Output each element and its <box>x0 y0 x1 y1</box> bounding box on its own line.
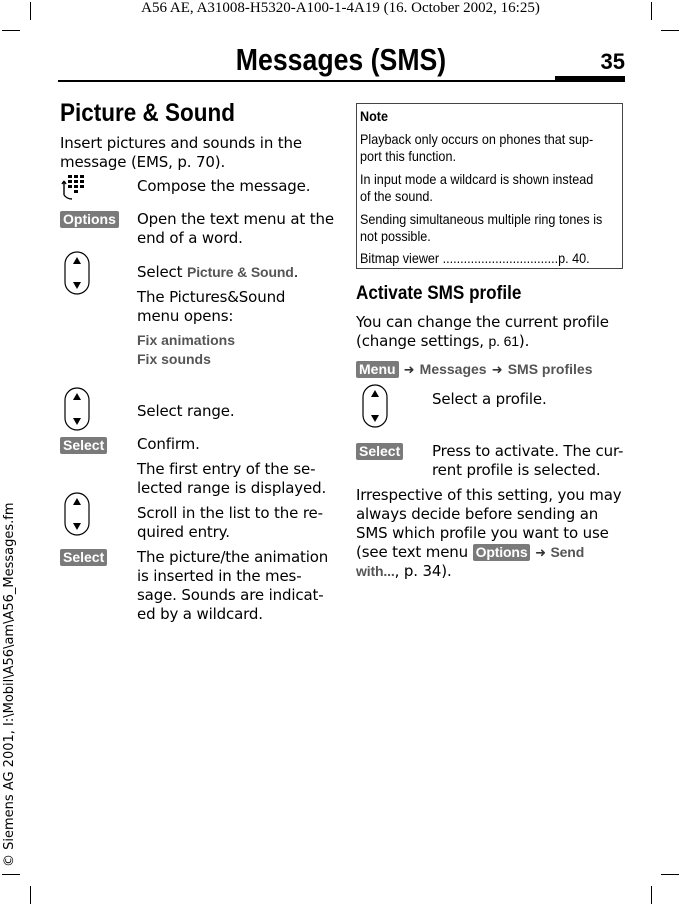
right-intro-text: (change settings, <box>356 332 489 350</box>
navigation-key-icon <box>64 492 90 536</box>
step-activate: rent profile is selected. <box>432 461 601 479</box>
step-scroll: quired entry. <box>137 523 230 541</box>
irrespective-text-part: (see text menu <box>356 543 473 561</box>
crop-mark <box>651 886 652 904</box>
step-scroll: Scroll in the list to the re- <box>137 504 323 522</box>
navigation-key-icon <box>64 251 90 295</box>
select-softkey: Select <box>356 443 403 460</box>
menu-softkey: Menu <box>356 361 399 378</box>
arrow-right-icon: ➜ <box>403 363 415 378</box>
menu-opens: The Pictures&Sound <box>137 288 286 306</box>
note-line: port this function. <box>360 148 456 164</box>
crop-mark <box>661 30 679 31</box>
page-number-rule <box>555 76 625 81</box>
bitmap-viewer-link[interactable]: Bitmap viewer .................................p. 40. <box>360 250 590 266</box>
step-inserted: sage. Sounds are indicat- <box>137 586 324 604</box>
menu-opens: menu opens: <box>137 307 234 325</box>
irrespective-text <box>356 562 452 581</box>
menu-path <box>356 359 592 378</box>
arrow-right-icon: ➜ <box>491 363 503 378</box>
irrespective-text-part: , p. 34). <box>394 562 452 580</box>
navigation-key-icon <box>362 384 388 428</box>
menu-fix-sounds: Fix sounds <box>137 351 211 367</box>
step-select-profile: Select a profile. <box>432 390 547 408</box>
menu-send-with: with... <box>356 563 395 579</box>
right-intro: You can change the current profile <box>356 313 609 331</box>
irrespective-text <box>356 543 584 563</box>
arrow-right-icon: ➜ <box>535 546 546 561</box>
note-line: Sending simultaneous multiple ring tones is <box>360 211 603 227</box>
right-intro-text: ). <box>518 332 530 350</box>
irrespective-text: always decide before sending an <box>356 505 599 523</box>
crop-mark <box>2 30 20 31</box>
crop-mark <box>661 874 679 875</box>
copyright-sidebar: © Siemens AG 2001, I:\Mobil\A56\am\A56_Messages.fm <box>2 502 17 867</box>
step-options: end of a word. <box>137 229 243 247</box>
irrespective-text: Irrespective of this setting, you may <box>356 486 622 504</box>
intro-line: Insert pictures and sounds in the <box>60 134 302 152</box>
header-rule <box>58 80 625 82</box>
step-inserted: ed by a wildcard. <box>137 605 263 623</box>
select-softkey: Select <box>60 549 107 566</box>
step-inserted: is inserted in the mes- <box>137 567 302 585</box>
menu-picture-sound: Picture & Sound <box>187 264 294 280</box>
step-activate: Press to activate. The cur- <box>432 442 624 460</box>
note-line: of the sound. <box>360 188 433 204</box>
page-title: Messages (SMS) <box>235 42 447 77</box>
step-options: Open the text menu at the <box>137 210 334 228</box>
options-softkey: Options <box>473 544 531 561</box>
note-title: Note <box>360 108 389 124</box>
first-entry: The first entry of the se- <box>137 460 316 478</box>
step-select-suffix: . <box>293 263 299 281</box>
step-confirm: Confirm. <box>137 435 200 453</box>
first-entry: lected range is displayed. <box>137 479 327 497</box>
menu-sms-profiles: SMS profiles <box>507 361 593 377</box>
menu-fix-animations: Fix animations <box>137 332 236 348</box>
note-line: not possible. <box>360 228 431 244</box>
keypad-icon <box>60 173 88 203</box>
intro-line: message (EMS, p. 70). <box>60 153 226 171</box>
crop-mark <box>2 874 20 875</box>
right-intro <box>356 332 529 351</box>
select-softkey: Select <box>60 437 107 454</box>
step-select-range: Select range. <box>137 402 235 420</box>
menu-messages: Messages <box>419 361 487 377</box>
irrespective-text: SMS which profile you want to use <box>356 524 609 542</box>
options-softkey: Options <box>60 211 119 228</box>
step-select-picture-sound <box>137 263 298 282</box>
section-heading-activate-sms-profile: Activate SMS profile <box>356 283 522 304</box>
step-select-prefix: Select <box>137 263 187 281</box>
page-ref-61[interactable]: p. 61 <box>488 333 519 349</box>
section-heading-picture-sound: Picture & Sound <box>60 99 236 127</box>
navigation-key-icon <box>64 387 90 431</box>
step-inserted: The picture/the animation <box>137 548 329 566</box>
crop-mark <box>30 886 31 904</box>
note-line: In input mode a wildcard is shown instead <box>360 171 594 187</box>
menu-send-with: Send <box>550 544 585 560</box>
step-compose: Compose the message. <box>137 177 311 195</box>
note-line: Playback only occurs on phones that sup- <box>360 131 594 147</box>
running-head: A56 AE, A31008-H5320-A100-1-4A19 (16. October 2002, 16:25) <box>141 0 540 16</box>
page-number: 35 <box>600 49 625 74</box>
